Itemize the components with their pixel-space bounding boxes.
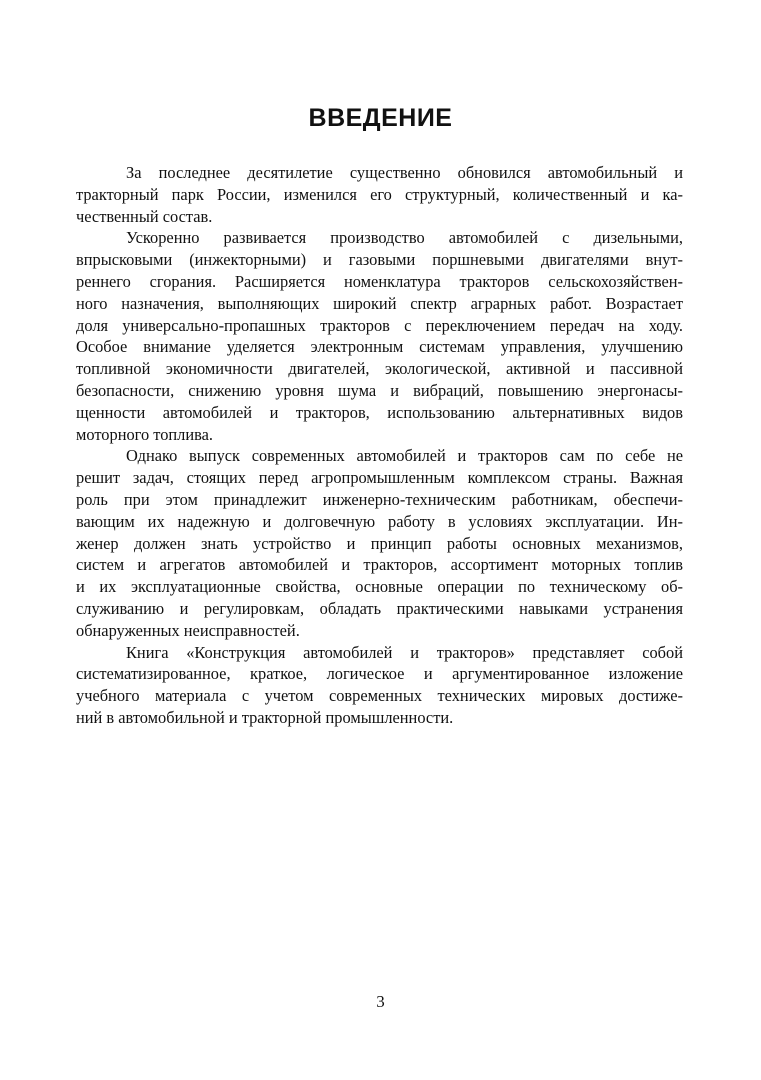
paragraph <box>76 642 683 729</box>
text-line: моторного топлива. <box>76 424 214 444</box>
page-title: ВВЕДЕНИЕ <box>308 104 453 132</box>
text-line: топливной экономичности двигателей, экологической, активной и пассивной <box>76 359 683 379</box>
document-body <box>76 162 683 729</box>
text-line: Книга «Конструкция автомобилей и тракторов» представляет собой <box>126 642 683 662</box>
paragraph <box>76 227 683 445</box>
text-line: женер должен знать устройство и принцип работы основных механизмов, <box>76 533 683 553</box>
text-line: Ускоренно развивается производство автомобилей с дизельными, <box>126 228 683 248</box>
page-number: 3 <box>376 992 385 1011</box>
text-line: впрысковыми (инжекторными) и газовыми поршневыми двигателями внут- <box>76 250 683 270</box>
text-line: За последнее десятилетие существенно обновился автомобильный и <box>126 163 683 182</box>
text-line: реннего сгорания. Расширяется номенклатура тракторов сельскохозяйствен- <box>76 271 683 291</box>
text-line: Однако выпуск современных автомобилей и тракторов сам по себе не <box>126 446 683 466</box>
text-line: обнаруженных неисправностей. <box>76 620 300 640</box>
text-line: доля универсально-пропашных тракторов с переключением передач на ходу. <box>76 315 683 335</box>
paragraph <box>76 445 683 641</box>
text-line: систематизированное, краткое, логическое и аргументированное изложение <box>76 664 683 684</box>
text-line: ного назначения, выполняющих широкий спектр аграрных работ. Возрастает <box>76 293 683 313</box>
text-line: безопасности, снижению уровня шума и вибраций, повышению энергонасы- <box>76 380 683 400</box>
text-line: систем и агрегатов автомобилей и тракторов, ассортимент моторных топлив <box>76 555 683 575</box>
text-line: служиванию и регулировкам, обладать практическими навыками устранения <box>76 598 683 618</box>
text-line: и их эксплуатационные свойства, основные операции по техническому об- <box>76 577 683 597</box>
text-line: роль при этом принадлежит инженерно-техническим работникам, обеспечи- <box>76 489 683 509</box>
text-line: щенности автомобилей и тракторов, использованию альтернативных видов <box>76 402 683 422</box>
text-line: тракторный парк России, изменился его структурный, количественный и ка- <box>76 184 683 204</box>
paragraph <box>76 162 683 227</box>
text-line: ний в автомобильной и тракторной промышленности. <box>76 707 454 727</box>
text-line: чественный состав. <box>76 206 213 226</box>
text-line: Особое внимание уделяется электронным системам управления, улучшению <box>76 337 683 357</box>
text-line: решит задач, стоящих перед агропромышленным комплексом страны. Важная <box>76 468 683 488</box>
text-line: учебного материала с учетом современных технических мировых достиже- <box>76 686 683 706</box>
text-line: вающим их надежную и долговечную работу в условиях эксплуатации. Ин- <box>76 511 683 531</box>
